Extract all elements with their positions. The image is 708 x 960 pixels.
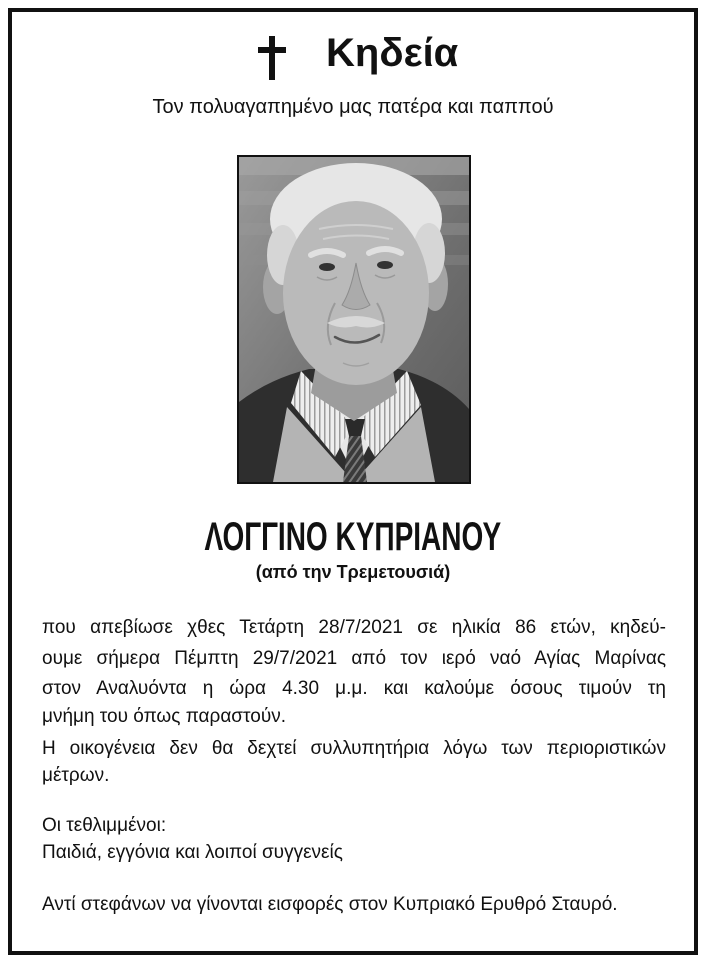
portrait-photo [237, 155, 471, 484]
portrait-face [283, 201, 429, 385]
notice-subtitle: Τον πολυαγαπημένο μας πατέρα και παππού [152, 96, 554, 118]
condolences-line: Η οικογένεια δεν θα δεχτεί συλλυπητήρια λόγω των περιοριστικών [42, 738, 666, 759]
announcement-line: ουμε σήμερα Πέμπτη 29/7/2021 από τον ιερό ναό Αγίας Μαρίνας [42, 648, 666, 669]
deceased-origin: (από την Τρεμετουσιά) [255, 562, 451, 582]
donation-note: Αντί στεφάνων να γίνονται εισφορές στον Κυπριακό Ερυθρό Σταυρό. [42, 894, 618, 915]
condolences-line: μέτρων. [42, 765, 110, 786]
notice-title: Κηδεία [326, 31, 459, 75]
deceased-name: ΛΟΓΓΙΝΟ ΚΥΠΡΙΑΝΟΥ [204, 515, 502, 559]
announcement-line: μνήμη του όπως παραστούν. [42, 706, 287, 727]
mourners-list: Παιδιά, εγγόνια και λοιποί συγγενείς [42, 842, 343, 863]
cross-icon [256, 36, 288, 80]
announcement-line: στον Αναλυόντα η ώρα 4.30 μ.μ. και καλούμε όσους τιμούν τη [42, 678, 666, 699]
announcement-line: που απεβίωσε χθες Τετάρτη 28/7/2021 σε ηλικία 86 ετών, κηδεύ- [42, 617, 666, 638]
mourners-label: Οι τεθλιμμένοι: [42, 815, 167, 836]
